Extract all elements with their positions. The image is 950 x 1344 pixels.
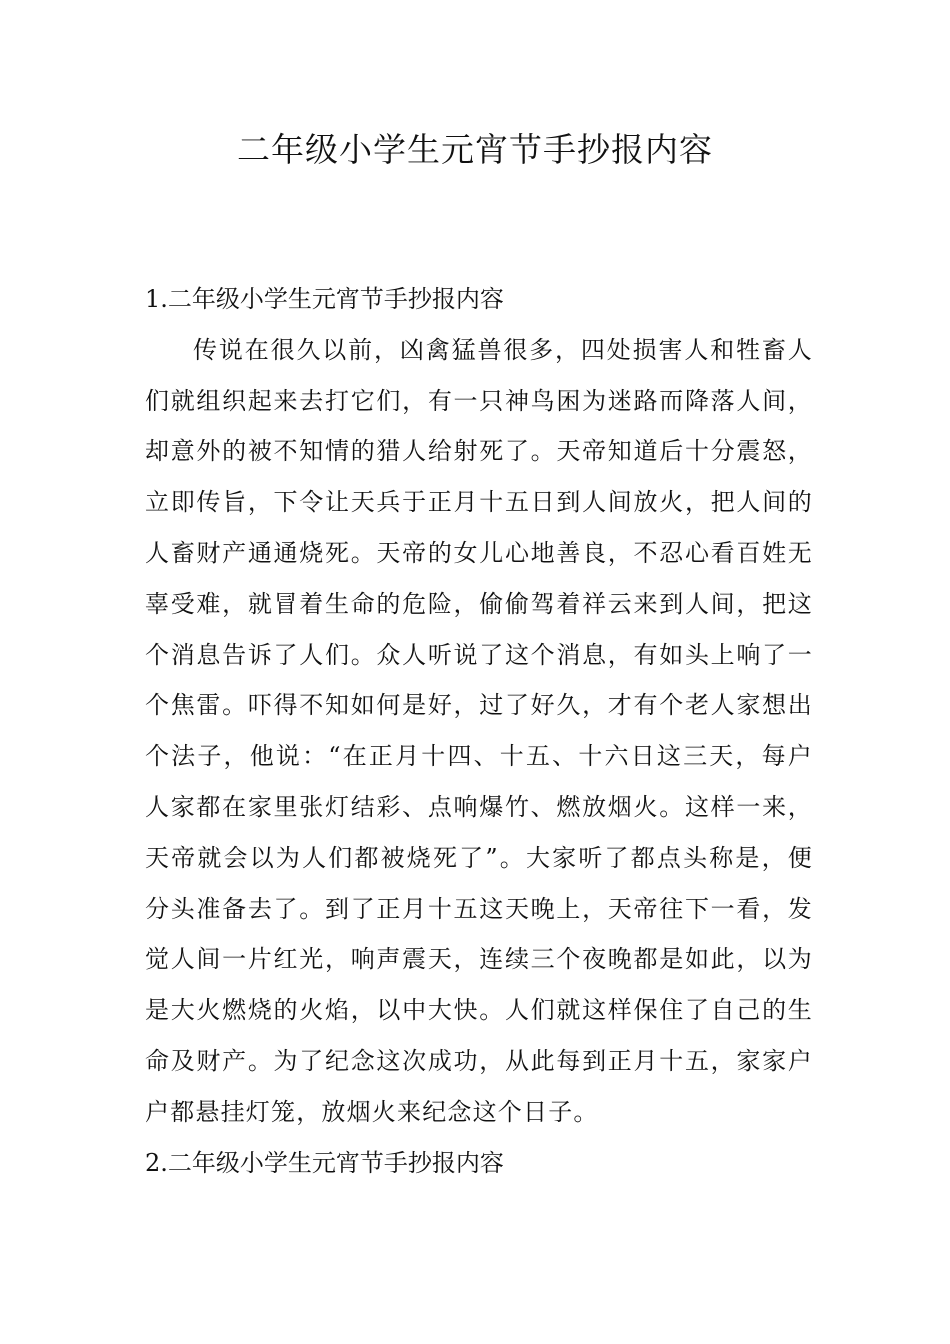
section-2-heading: 2.二年级小学生元宵节手抄报内容	[145, 1148, 504, 1177]
section-1-paragraph: 传说在很久以前，凶禽猛兽很多，四处损害人和牲畜人们就组织起来去打它们，有一只神鸟困为迷路而降落人间，却意外的被不知情的猎人给射死了。天帝知道后十分震怒，立即传旨，下令让天兵于正月十五日到人间放火，把人间的人畜财产通通烧死。天帝的女儿心地善良，不忍心看百姓无辜受难，就冒着生命的危险，偷偷驾着祥云来到人间，把这个消息告诉了人们。众人听说了这个消息，有如头上响了一个焦雷。吓得不知如何是好，过了好久，才有个老人家想出个法子，他说：“在正月十四、十五、十六日这三天，每户人家都在家里张灯结彩、点响爆竹、燃放烟火。这样一来，天帝就会以为人们都被烧死了”。大家听了都点头称是，便分头准备去了。到了正月十五这天晚上，天帝往下一看，发觉人间一片红光，响声震天，连续三个夜晚都是如此，以为是大火燃烧的火焰，以中大快。人们就这样保住了自己的生命及财产。为了纪念这次成功，从此每到正月十五，家家户户都悬挂灯笼，放烟火来纪念这个日子。	[145, 335, 813, 1126]
document-body	[145, 274, 813, 1188]
section-1-heading: 1.二年级小学生元宵节手抄报内容	[145, 285, 504, 313]
document-title: 二年级小学生元宵节手抄报内容	[237, 130, 713, 169]
